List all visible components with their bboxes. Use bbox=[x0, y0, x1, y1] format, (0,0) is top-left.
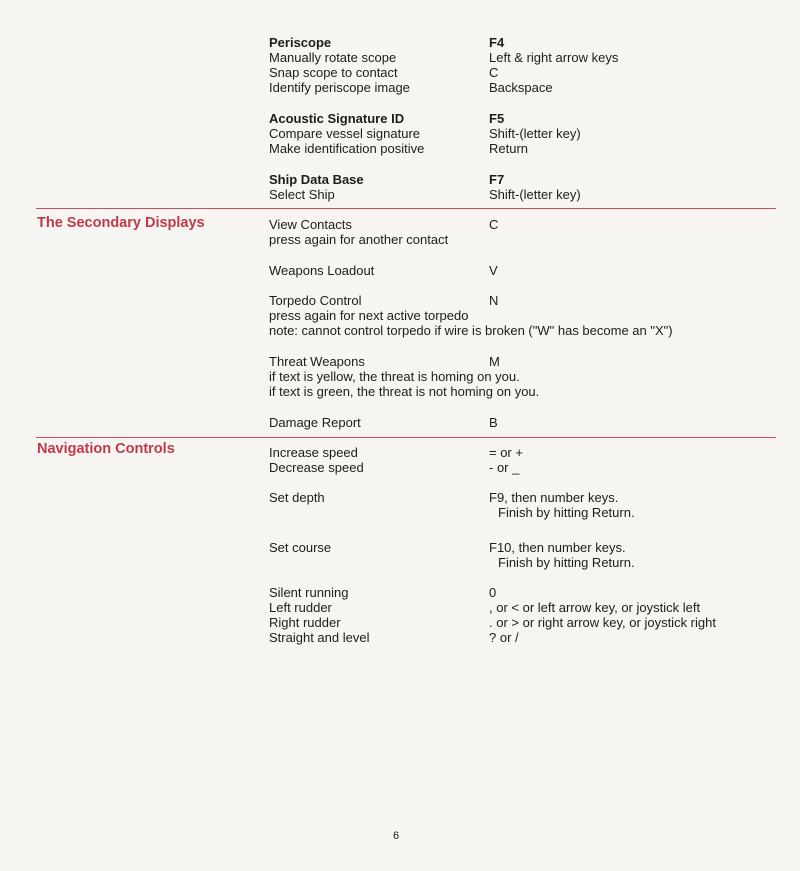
navigation-controls-title: Navigation Controls bbox=[37, 441, 175, 457]
control-label: Right rudder bbox=[269, 615, 341, 630]
control-key: F9, then number keys. bbox=[489, 490, 619, 505]
control-key: Shift-(letter key) bbox=[489, 187, 581, 202]
acoustic-heading: Acoustic Signature ID bbox=[269, 111, 405, 126]
control-label: Identify periscope image bbox=[269, 80, 410, 95]
section-divider bbox=[36, 437, 776, 438]
page-number: 6 bbox=[393, 830, 400, 842]
control-key: C bbox=[489, 65, 499, 80]
control-key: ? or / bbox=[489, 630, 519, 645]
periscope-heading: Periscope bbox=[269, 35, 332, 50]
control-label: Silent running bbox=[269, 585, 349, 600]
control-label: Damage Report bbox=[269, 415, 361, 430]
control-note: note: cannot control torpedo if wire is broken ("W" has become an "X") bbox=[269, 323, 673, 338]
control-label: Increase speed bbox=[269, 445, 358, 460]
control-key: V bbox=[489, 263, 498, 278]
periscope-key-heading: F4 bbox=[489, 35, 505, 50]
control-key-note: Finish by hitting Return. bbox=[498, 505, 635, 520]
shipdb-heading: Ship Data Base bbox=[269, 172, 364, 187]
control-label: Select Ship bbox=[269, 187, 335, 202]
control-key: = or + bbox=[489, 445, 523, 460]
control-key: Return bbox=[489, 141, 529, 156]
shipdb-key-heading: F7 bbox=[489, 172, 505, 187]
control-label: Left rudder bbox=[269, 600, 332, 615]
section-divider bbox=[36, 208, 776, 209]
control-label: Torpedo Control bbox=[269, 293, 362, 308]
control-label: Make identification positive bbox=[269, 141, 425, 156]
control-label: Set depth bbox=[269, 490, 325, 505]
control-note: if text is yellow, the threat is homing on you. bbox=[269, 369, 520, 384]
control-key: Left & right arrow keys bbox=[489, 50, 619, 65]
control-note: press again for next active torpedo bbox=[269, 308, 469, 323]
control-label: Threat Weapons bbox=[269, 354, 365, 369]
control-key-note: Finish by hitting Return. bbox=[498, 555, 635, 570]
acoustic-key-heading: F5 bbox=[489, 111, 505, 126]
control-label: Snap scope to contact bbox=[269, 65, 398, 80]
control-key: 0 bbox=[489, 585, 497, 600]
control-note: if text is green, the threat is not homing on you. bbox=[269, 384, 540, 399]
control-label: Manually rotate scope bbox=[269, 50, 397, 65]
control-key: B bbox=[489, 415, 498, 430]
control-key: , or < or left arrow key, or joystick left bbox=[489, 600, 701, 615]
control-label: Set course bbox=[269, 540, 332, 555]
control-label: Straight and level bbox=[269, 630, 370, 645]
control-label: View Contacts bbox=[269, 217, 352, 232]
control-key: Backspace bbox=[489, 80, 553, 95]
secondary-displays-title: The Secondary Displays bbox=[37, 215, 205, 231]
control-key: N bbox=[489, 293, 499, 308]
control-key: F10, then number keys. bbox=[489, 540, 626, 555]
control-label: Compare vessel signature bbox=[269, 126, 421, 141]
control-label: Weapons Loadout bbox=[269, 263, 375, 278]
control-key: C bbox=[489, 217, 499, 232]
control-key: Shift-(letter key) bbox=[489, 126, 581, 141]
control-key: - or _ bbox=[489, 460, 520, 475]
control-key: . or > or right arrow key, or joystick right bbox=[489, 615, 716, 630]
control-note: press again for another contact bbox=[269, 232, 449, 247]
control-label: Decrease speed bbox=[269, 460, 364, 475]
control-key: M bbox=[489, 354, 500, 369]
